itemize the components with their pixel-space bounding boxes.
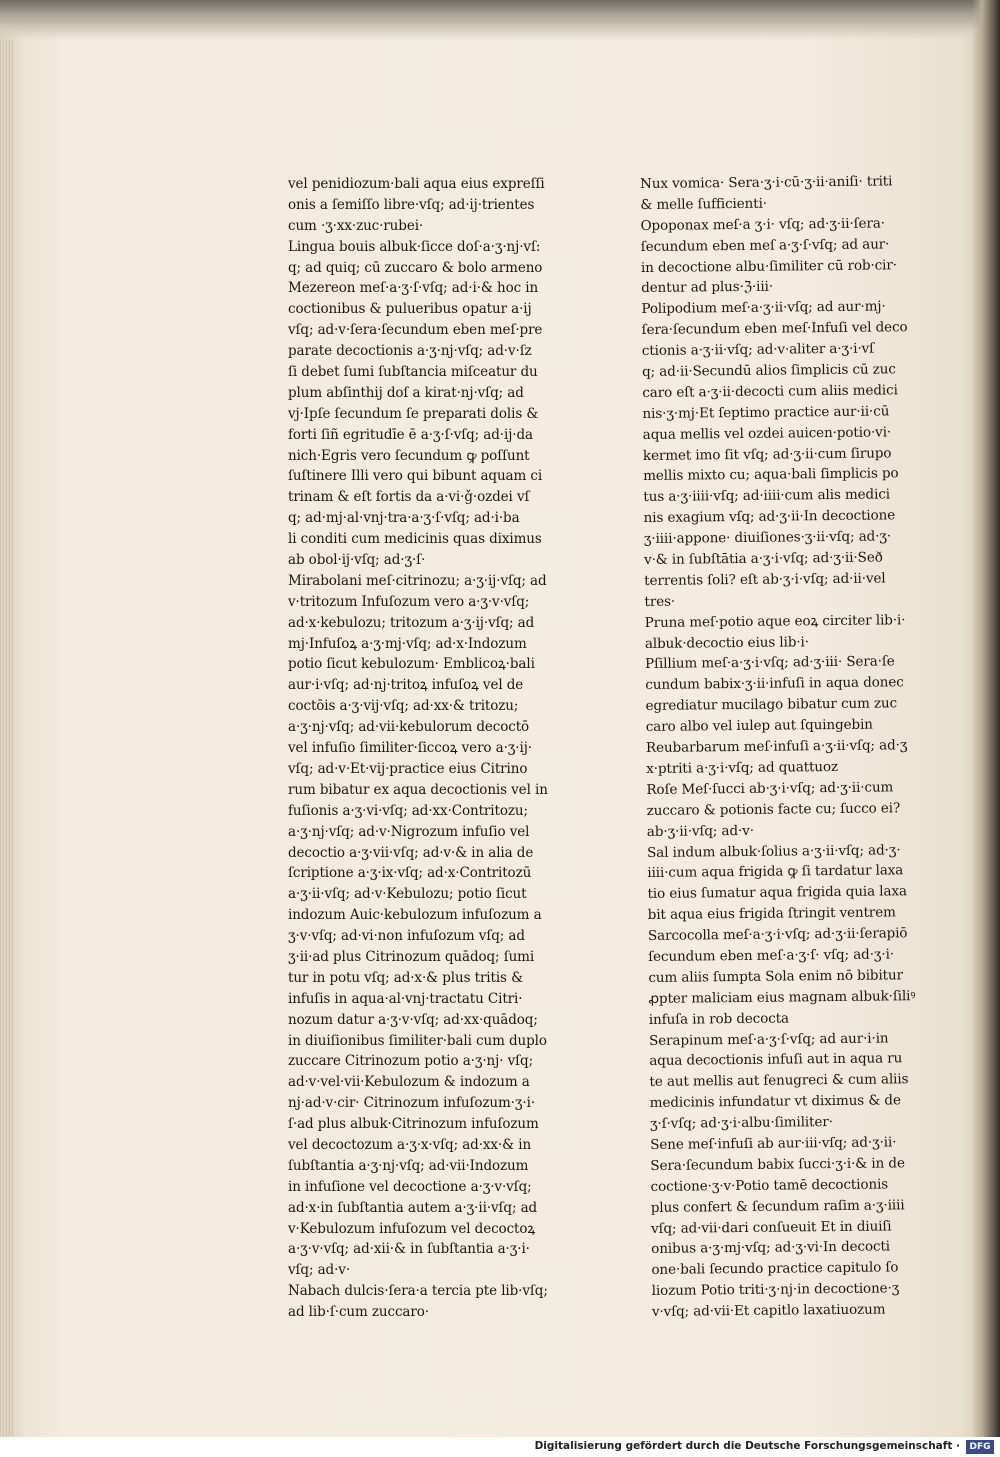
text-line: coctionibus & pulueribus opatur a·ij: [288, 301, 532, 318]
text-line: vel infuſio ſimiliter·ſiccoꝝ vero a·ʒ·ij·: [288, 740, 532, 757]
text-line: infuſis in aqua·al·vnj·tractatu Citri·: [288, 990, 523, 1007]
text-line: aqua decoctionis infuſi aut in aqua ru: [649, 1050, 903, 1070]
text-line: Pruna meſ·potio aque eoꝝ circiter lib·i·: [644, 611, 906, 631]
text-line: Sal indum albuk·ſolius a·ʒ·ii·vſq; ad·ʒ·: [647, 841, 901, 861]
text-line: nj·ad·v·cir· Citrinozum infuſozum·ʒ·i·: [288, 1095, 535, 1112]
text-line: vel penidiozum·bali aqua eius expreſſi: [288, 176, 545, 192]
text-line: ſecundum eben meſ·a·ʒ·ſ· vſq; ad·ʒ·i·: [648, 946, 895, 965]
text-line: liozum Potio triti·ʒ·nj·in decoctione·ʒ: [651, 1280, 900, 1300]
text-line: ad·x·kebulozu; tritozum a·ʒ·ij·vſq; ad: [288, 614, 535, 631]
text-line: coctione·ʒ·v·Potio tamē decoctionis: [650, 1176, 889, 1195]
text-line: ſera·ſecundum eben meſ·Infuſi vel deco: [641, 319, 908, 339]
text-line: ad lib·ſ·cum zuccaro·: [288, 1304, 429, 1321]
text-line: ʒ·v·vſq; ad·vi·non infuſozum vſq; ad: [288, 928, 525, 945]
text-line: plus confert & ſecundum raſim a·ʒ·iiii: [650, 1196, 905, 1216]
text-line: vſq; ad·v·ſera·ſecundum eben meſ·pre: [288, 322, 543, 339]
text-line: nis·ʒ·mj·Et ſeptimo practice aur·ii·cū: [642, 403, 890, 422]
page-left-edge: [0, 40, 14, 1437]
text-line: aqua mellis vel ozdei auicen·potio·vi·: [642, 424, 892, 443]
text-line: tio eius ſumatur aqua frigida quia laxa: [647, 883, 907, 903]
text-line: a·ʒ·nj·vſq; ad·vii·kebulorum decoctō: [288, 719, 530, 736]
text-line: vſq; ad·v·: [288, 1262, 351, 1279]
text-line: mellis mixto cu; aqua·bali ſimplicis po: [643, 465, 899, 485]
text-line: ctionis a·ʒ·ii·vſq; ad·v·aliter a·ʒ·i·vſ: [641, 340, 875, 360]
footer-bar: [0, 1437, 1000, 1457]
text-line: ſecundum eben meſ a·ʒ·ſ·vſq; ad aur·: [640, 236, 890, 255]
text-line: one·bali ſecundo practice capitulo ſo: [651, 1259, 899, 1279]
text-line: rum bibatur ex aqua decoctionis vel in: [288, 781, 548, 798]
text-line: vel decoctozum a·ʒ·x·vſq; ad·xx·& in: [288, 1136, 532, 1153]
text-line: Pſillium meſ·a·ʒ·i·vſq; ad·ʒ·iii· Sera·ſe: [645, 653, 895, 673]
text-line: a·ʒ·nj·vſq; ad·v·Nigrozum infuſio vel: [288, 823, 530, 840]
digitization-credit: Digitalisierung gefördert durch die Deutsche Forschungsgemeinschaft ·: [534, 1440, 960, 1452]
text-line: nis exagium vſq; ad·ʒ·ii·In decoctione: [643, 507, 896, 527]
text-column-right: [640, 171, 944, 1323]
text-line: bit aqua eius frigida ſtringit ventrem: [647, 904, 896, 924]
text-line: in diuiſionibus ſimiliter·bali cum duplo: [288, 1032, 547, 1049]
text-line: fuſionis a·ʒ·vi·vſq; ad·xx·Contritozu;: [288, 802, 528, 819]
text-line: iiii·cum aqua frigida ꝙ ſi tardatur laxa: [647, 862, 904, 882]
text-line: ſcriptione a·ʒ·ix·vſq; ad·x·Contritozū: [288, 865, 532, 882]
text-line: te aut mellis aut fenugreci & cum aliis: [649, 1071, 909, 1091]
text-line: caro eſt a·ʒ·ii·decocti cum aliis medici: [642, 382, 898, 401]
text-line: Nux vomica· Sera·ʒ·i·cū·ʒ·ii·aniſi· triti: [640, 173, 893, 192]
text-line: mj·Infuſoꝝ a·ʒ·mj·vſq; ad·x·Indozum: [288, 635, 527, 652]
text-line: a·ʒ·v·vſq; ad·xii·& in ſubſtantia a·ʒ·i·: [288, 1241, 530, 1258]
text-line: albuk·decoctio eius lib·i·: [644, 633, 810, 652]
text-line: Nabach dulcis·ſera·a tercia pte lib·vſq;: [288, 1283, 548, 1300]
text-line: ad·x·in ſubſtantia autem a·ʒ·ii·vſq; ad: [288, 1199, 538, 1216]
text-line: dentur ad plus·ℨ·iii·: [641, 279, 774, 297]
book-gutter-shadow: [972, 0, 1000, 1437]
text-line: Sera·ſecundum babix ſucci·ʒ·i·& in de: [650, 1155, 905, 1174]
text-line: q; ad·mj·al·vnj·tra·a·ʒ·ſ·vſq; ad·i·ba: [288, 510, 520, 527]
text-line: v·vſq; ad·vii·Et capitlo laxatiuozum: [651, 1301, 886, 1321]
text-line: indozum Auic·kebulozum infuſozum a: [288, 907, 542, 924]
text-line: v·tritozum Infuſozum vero a·ʒ·v·vſq;: [288, 593, 530, 610]
text-line: Polipodium meſ·a·ʒ·ii·vſq; ad aur·mj·: [641, 298, 886, 318]
text-line: v·& in ſubſtātia a·ʒ·i·vſq; ad·ʒ·ii·Seð: [643, 549, 883, 569]
text-line: vj·Ipſe ſecundum ſe preparati dolis &: [288, 405, 539, 422]
text-line: ꝓpter maliciam eius magnam albuk·ſiliꝰ: [648, 987, 916, 1007]
text-line: Sene meſ·infuſi ab aur·iii·vſq; ad·ʒ·ii·: [650, 1134, 897, 1153]
text-line: & melle ſufficienti·: [640, 195, 768, 213]
text-line: ʒ·ſ·vſq; ad·ʒ·i·albu·ſimiliter·: [649, 1114, 833, 1133]
text-line: medicinis infundatur vt diximus & de: [649, 1092, 901, 1112]
text-line: caro albo vel iulep aut ſquingebin: [645, 716, 873, 736]
text-line: nozum datur a·ʒ·v·vſq; ad·xx·quādoq;: [288, 1011, 538, 1028]
text-line: Opoponax meſ·a ʒ·i· vſq; ad·ʒ·ii·ſera·: [640, 215, 886, 234]
text-line: ʒ·iiii·appone· diuiſiones·ʒ·ii·vſq; ad·ʒ·: [643, 528, 892, 548]
text-line: Lingua bouis albuk·ſicce doſ·a·ʒ·nj·vſ:: [288, 238, 541, 255]
text-line: in decoctione albu·ſimiliter cū rob·cir·: [640, 256, 897, 276]
text-line: potio ſicut kebulozum· Emblicoꝝ·bali: [288, 656, 535, 673]
text-line: Mezereon meſ·a·ʒ·ſ·vſq; ad·i·& hoc in: [288, 280, 539, 297]
text-line: cum ·ʒ·xx·zuc·rubei·: [288, 217, 424, 234]
text-line: li conditi cum medicinis quas diximus: [288, 531, 542, 548]
text-line: in infuſione vel decoctione a·ʒ·v·vſq;: [288, 1178, 532, 1195]
text-line: zuccare Citrinozum potio a·ʒ·nj· vſq;: [288, 1053, 534, 1070]
text-line: trinam & eſt fortis da a·vi·ǧ·ozdei vſ: [288, 489, 530, 506]
text-line: ſi debet ſumi ſubſtancia miſceatur du: [288, 364, 538, 381]
text-line: ſuſtinere Illi vero qui bibunt aquam ci: [288, 468, 543, 485]
text-line: tres·: [644, 593, 676, 610]
text-line: kermet imo ſit vſq; ad·ʒ·ii·cum ſirupo: [642, 444, 892, 464]
text-line: nich·Egris vero ſecundum ꝙ poſſunt: [288, 447, 530, 464]
text-column-left: [288, 174, 578, 1323]
text-line: q; ad·ii·Secundū alios ſimplicis cū zuc: [641, 361, 896, 381]
text-line: v·Kebulozum infuſozum vel decoctoꝝ: [288, 1220, 536, 1237]
text-line: tus a·ʒ·iiii·vſq; ad·iiii·cum alis medici: [643, 486, 891, 506]
text-line: terrentis ſoli? eſt ab·ʒ·i·vſq; ad·ii·vel: [644, 570, 886, 589]
text-line: ab obol·ij·vſq; ad·ʒ·ſ·: [288, 552, 426, 569]
text-line: q; ad quiq; cū zuccaro & bolo armeno: [288, 259, 543, 276]
page-top-shadow: [0, 0, 1000, 40]
text-line: ſ·ad plus albuk·Citrinozum infuſozum: [288, 1116, 539, 1133]
text-line: cum aliis ſumpta Sola enim nō bibitur: [648, 967, 904, 986]
text-line: vſq; ad·v·Et·vij·practice eius Citrino: [288, 760, 528, 777]
text-line: onis a ſemiſſo libre·vſq; ad·ij·trientes: [288, 196, 535, 213]
text-line: Roſe Meſ·ſucci ab·ʒ·i·vſq; ad·ʒ·ii·cum: [646, 779, 894, 798]
text-line: zuccaro & potionis facte cu; ſucco ei?: [646, 800, 901, 819]
text-line: ſubſtantia a·ʒ·nj·vſq; ad·vii·Indozum: [288, 1157, 529, 1174]
dfg-logo: DFG: [966, 1440, 994, 1454]
text-line: tur in potu vſq; ad·x·& plus tritis &: [288, 969, 523, 986]
text-line: x·ptriti a·ʒ·i·vſq; ad quattuoz: [646, 758, 839, 777]
text-line: Serapinum meſ·a·ʒ·ſ·vſq; ad aur·i·in: [648, 1029, 889, 1049]
text-line: vſq; ad·vii·dari conſueuit Et in diuiſi: [650, 1217, 892, 1237]
text-line: decoctio a·ʒ·vii·vſq; ad·v·& in alia de: [288, 844, 534, 861]
text-line: cundum babix·ʒ·ii·infuſi in aqua donec: [645, 674, 904, 694]
text-line: Reubarbarum meſ·infuſi a·ʒ·ii·vſq; ad·ʒ: [645, 737, 908, 757]
text-line: infuſa in rob decocta: [648, 1010, 790, 1028]
text-line: ad·v·vel·vii·Kebulozum & indozum a: [288, 1074, 530, 1091]
text-line: plum abſinthij doſ a kirat·nj·vſq; ad: [288, 384, 524, 401]
text-line: a·ʒ·ii·vſq; ad·v·Kebulozu; potio ſicut: [288, 886, 527, 903]
text-line: onibus a·ʒ·mj·vſq; ad·ʒ·vi·In decocti: [651, 1238, 891, 1258]
text-line: Sarcocolla meſ·a·ʒ·i·vſq; ad·ʒ·ii·ſerapiō: [647, 925, 908, 945]
text-line: aur·i·vſq; ad·nj·tritoꝝ infuſoꝝ vel de: [288, 677, 524, 694]
text-line: forti ſiñ egritudīe ē a·ʒ·ſ·vſq; ad·ij·da: [288, 426, 533, 443]
text-line: coctōis a·ʒ·vij·vſq; ad·xx·& tritozu;: [288, 698, 519, 715]
text-line: Mirabolani meſ·citrinozu; a·ʒ·ij·vſq; ad: [288, 572, 547, 589]
text-line: parate decoctionis a·ʒ·nj·vſq; ad·v·ſz: [288, 343, 532, 360]
text-line: ʒ·ii·ad plus Citrinozum quādoq; ſumi: [288, 948, 535, 965]
text-line: egrediatur mucilago bibatur cum zuc: [645, 695, 898, 715]
text-line: ab·ʒ·ii·vſq; ad·v·: [646, 822, 754, 840]
